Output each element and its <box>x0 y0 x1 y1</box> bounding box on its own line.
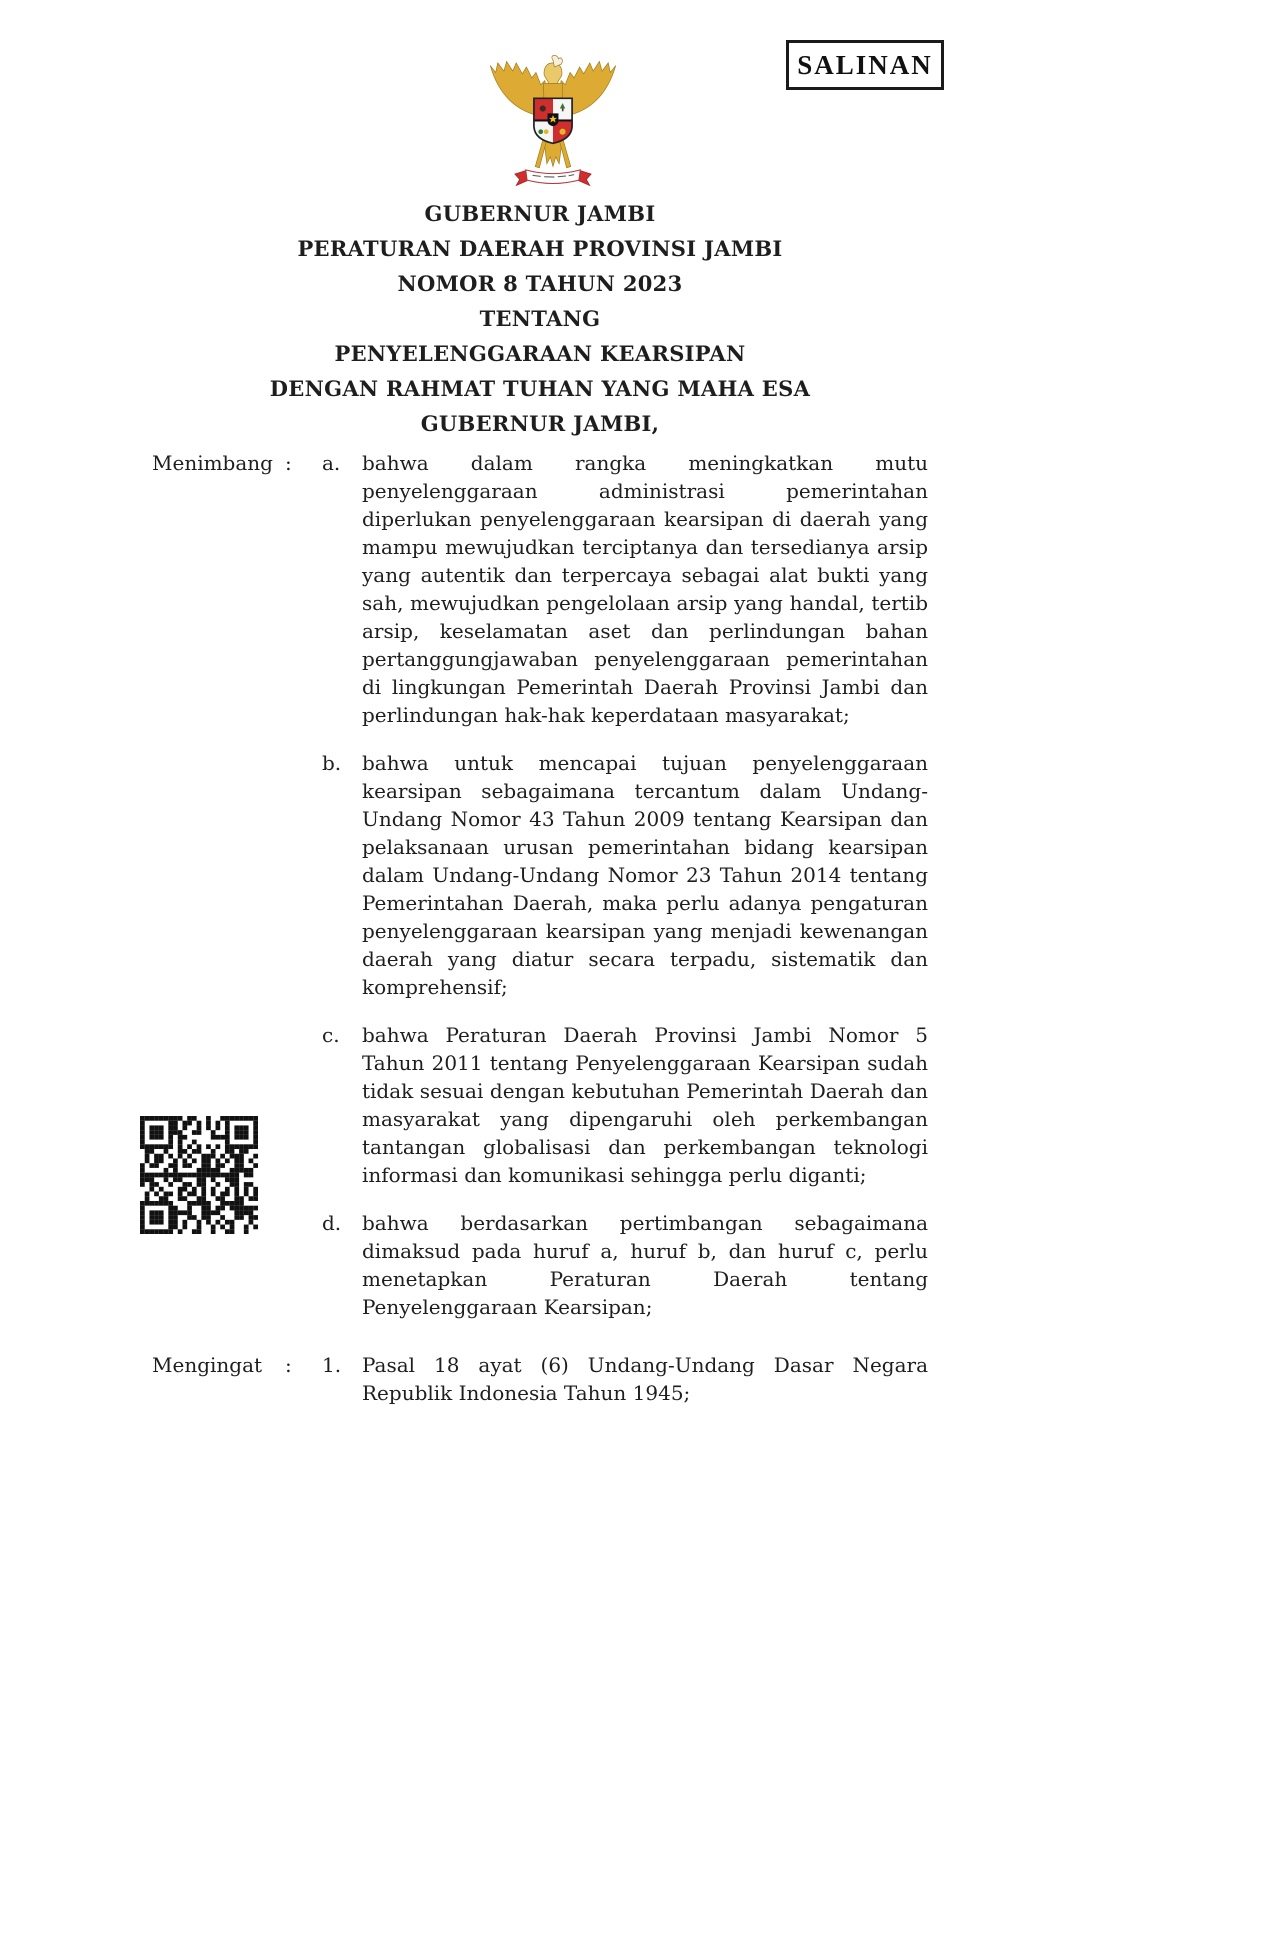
menimbang-label: Menimbang <box>152 451 273 475</box>
item-marker: d. <box>322 1211 342 1235</box>
consideration-item-b <box>322 749 928 1001</box>
heading-nomor-tahun: NOMOR 8 TAHUN 2023 <box>397 271 683 296</box>
item-marker: c. <box>322 1023 340 1047</box>
salinan-stamp-label: SALINAN <box>797 49 933 80</box>
legal-basis-item-1 <box>322 1351 928 1407</box>
menimbang-section <box>152 449 928 1321</box>
heading-gubernur-jambi-comma: GUBERNUR JAMBI, <box>420 411 660 436</box>
menimbang-colon: : <box>285 451 292 475</box>
document-content <box>152 196 928 1437</box>
consideration-item-d <box>322 1209 928 1321</box>
mengingat-section <box>152 1351 928 1407</box>
heading-tentang: TENTANG <box>479 306 601 331</box>
item-marker: a. <box>322 451 341 475</box>
consideration-item-a <box>322 449 928 729</box>
document-title-block <box>152 196 928 441</box>
item-text: bahwa Peraturan Daerah Provinsi Jambi Nomor 5 Tahun 2011 tentang Penyelenggaraan Kearsipan sudah tidak sesuai dengan kebutuhan Pemerintah Daerah dan masyarakat yang dipengaruhi oleh perkembangan tantangan globalisasi dan perkembangan teknologi informasi dan komunikasi sehingga perlu diganti; <box>362 1023 928 1187</box>
heading-subject: PENYELENGGARAAN KEARSIPAN <box>334 341 746 366</box>
item-marker: 1. <box>322 1353 342 1377</box>
consideration-item-c <box>322 1021 928 1189</box>
item-text: bahwa berdasarkan pertimbangan sebagaimana dimaksud pada huruf a, huruf b, dan huruf c, perlu menetapkan Peraturan Daerah tentang Penyelenggaraan Kearsipan; <box>362 1211 928 1319</box>
mengingat-items <box>322 1351 928 1407</box>
item-text: bahwa dalam rangka meningkatkan mutu penyelenggaraan administrasi pemerintahan diperlukan penyelenggaraan kearsipan di daerah yang mampu mewujudkan terciptanya dan tersedianya arsip yang autentik dan terpercaya sebagai alat bukti yang sah, mewujudkan pengelolaan arsip yang handal, tertib arsip, keselamatan aset dan perlindungan bahan pertanggungjawaban penyelenggaraan pemerintahan di lingkungan Pemerintah Daerah Provinsi Jambi dan perlindungan hak-hak keperdataan masyarakat; <box>362 451 928 727</box>
item-marker: b. <box>322 751 342 775</box>
salinan-stamp <box>786 40 944 90</box>
menimbang-items <box>322 449 928 1321</box>
heading-peraturan-daerah: PERATURAN DAERAH PROVINSI JAMBI <box>297 236 783 261</box>
mengingat-colon: : <box>285 1353 292 1377</box>
item-text: bahwa untuk mencapai tujuan penyelenggaraan kearsipan sebagaimana tercantum dalam Undang-Undang Nomor 43 Tahun 2009 tentang Kearsipan dan pelaksanaan urusan pemerintahan bidang kearsipan dalam Undang-Undang Nomor 23 Tahun 2014 tentang Pemerintahan Daerah, maka perlu adanya pengaturan penyelenggaraan kearsipan yang menjadi kewenangan daerah yang diatur secara terpadu, sistematik dan komprehensif; <box>362 751 928 999</box>
heading-dengan-rahmat: DENGAN RAHMAT TUHAN YANG MAHA ESA <box>269 376 811 401</box>
heading-gubernur-jambi: GUBERNUR JAMBI <box>424 201 656 226</box>
garuda-pancasila-emblem-icon <box>478 34 628 194</box>
item-text: Pasal 18 ayat (6) Undang-Undang Dasar Negara Republik Indonesia Tahun 1945; <box>362 1353 928 1405</box>
mengingat-label: Mengingat <box>152 1353 263 1377</box>
